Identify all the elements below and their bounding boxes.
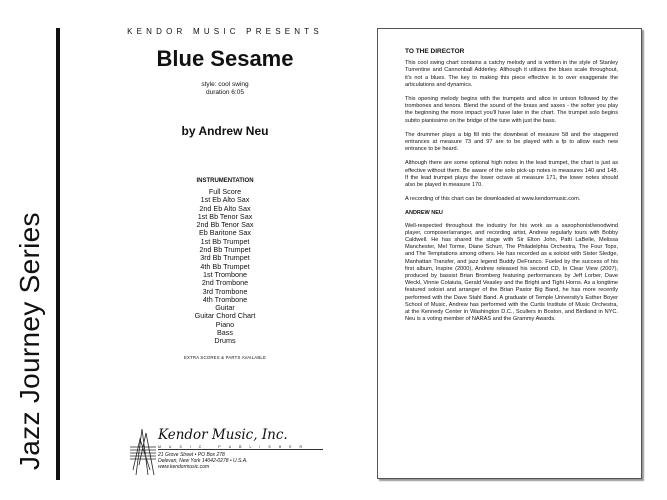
address-line-2: Delevan, New York 14042-0278 • U.S.A. bbox=[158, 458, 248, 464]
instrument-item: 1st Bb Tenor Sax bbox=[197, 211, 253, 221]
director-paragraph: The drummer plays a big fill into the downbeat of measure 58 and the staggered entrances at measure 73 and 97 are to be played with a fp to allow each new entrance to be heard. bbox=[405, 131, 618, 153]
style-text: style: cool swing bbox=[201, 81, 249, 88]
instrument-item: Full Score bbox=[208, 187, 242, 196]
director-paragraph: A recording of this chart can be downloaded at www.kendormusic.com. bbox=[405, 196, 581, 203]
instrumentation-heading: INSTRUMENTATION bbox=[196, 178, 254, 184]
instrument-item: 1st Eb Alto Sax bbox=[200, 195, 250, 205]
publisher-tagline: MUSIC PUBLISHER bbox=[158, 445, 323, 450]
instrument-item: Guitar bbox=[215, 303, 235, 313]
publisher-address bbox=[158, 452, 248, 470]
series-title: Jazz Journey Series bbox=[14, 212, 45, 470]
duration-text: duration 6:05 bbox=[206, 89, 244, 96]
director-notes-page bbox=[377, 28, 642, 479]
director-heading: TO THE DIRECTOR bbox=[405, 48, 465, 55]
style-info bbox=[110, 81, 340, 97]
instrument-item: 3rd Trombone bbox=[202, 286, 248, 296]
instrument-item: 3rd Bb Trumpet bbox=[200, 253, 250, 263]
bio-text: Well-respected throughout the industry for his work as a saxophonist/woodwind player, composer/arranger, and recording artist, Andrew regularly tours with Bobby Caldwell. He has shared the stage with Sir Elton John, Patti LaBelle, Melissa Manchester, Mel Torme, Diane Schurr, The Philadelphia Orchestra, The Four Tops, and The Temptations among others. He has recorded as a soloist with Sister Sledge, Manhattan Transfer, and jazz legend Buddy DeFranco. Fueled by the success of his first album, Inspire (2000), Andrew released his second CD, In Clear View (2007), produced by bassist Brian Bromberg featuring performances by Jeff Lorber, Dave Weckl, Vinnie Colaiuta, Gerald Veasley and the Bright and Tight Horns. As a longtime featured soloist and arranger of the Brian Pastor Big Band, he has more recently performed with the Dave Stahl Band. A graduate of Temple University's Esther Boyer School of Music, Andrew has performed with the Curtis Institute of Music Orchestra, at the Kennedy Center in Washington D.C., Scullers in Boston, and Birdland in NYC. Neu is a voting member of NARAS and the Grammy Awards. bbox=[405, 222, 618, 323]
director-paragraph: This cool swing chart contains a catchy melody and is written in the style of Stanley Turrentine and Cannonball Adderley. Although it utilizes the blues scale throughout, it's not a blues. The key to making this piece effective is to over exaggerate the articulations and dynamics. bbox=[405, 60, 618, 88]
instrument-item: Guitar Chord Chart bbox=[194, 311, 256, 321]
instrumentation-list bbox=[110, 178, 340, 360]
instrument-item: Drums bbox=[214, 336, 236, 346]
instrument-item: 4th Bb Trumpet bbox=[200, 261, 250, 271]
instrument-item: 4th Trombone bbox=[202, 294, 248, 304]
composer: by Andrew Neu bbox=[181, 124, 269, 138]
instrument-item: 1st Trombone bbox=[203, 269, 247, 279]
publisher-website: www.kendormusic.com bbox=[158, 464, 210, 470]
bio-heading: ANDREW NEU bbox=[405, 210, 443, 217]
instrument-item: Piano bbox=[215, 319, 235, 329]
instrument-item: Bass bbox=[217, 328, 233, 338]
instrument-item: 1st Bb Trumpet bbox=[200, 236, 250, 246]
instrument-item: 2nd Trombone bbox=[201, 278, 249, 288]
piece-title: Blue Sesame bbox=[156, 46, 294, 71]
publisher-logo bbox=[128, 425, 328, 485]
presents-label: KENDOR MUSIC PRESENTS bbox=[127, 27, 323, 36]
instrument-item: 2nd Bb Trumpet bbox=[199, 245, 251, 255]
extra-parts-note: EXTRA SCORES & PARTS AVAILABLE bbox=[183, 354, 267, 360]
kendor-logo-icon bbox=[128, 425, 158, 480]
director-paragraph: This opening melody begins with the trumpets and altos in unison followed by the trombones and tenors. Blend the sound of the brass and saxes - the softer you play the beginning the more impact you'll have later in the chart. The trumpet solo begins subito pianissimo on the bridge of the tune with just the bass. bbox=[405, 96, 618, 124]
address-line-1: 21 Grove Street • PO Box 278 bbox=[158, 452, 225, 458]
publisher-name: Kendor Music, Inc. bbox=[158, 427, 288, 443]
instrument-item: Eb Baritone Sax bbox=[199, 228, 251, 238]
instrument-item: 2nd Eb Alto Sax bbox=[199, 203, 251, 213]
instrument-item: 2nd Bb Tenor Sax bbox=[196, 220, 254, 230]
vertical-rule bbox=[56, 28, 60, 480]
director-paragraph: Although there are some optional high notes in the lead trumpet, the chart is just as effective without them. Be aware of the solo pick-up notes in measures 140 and 148. If the lead trumpet plays the lower octave at measure 171, the lower notes should also be played in measure 170. bbox=[405, 160, 618, 189]
